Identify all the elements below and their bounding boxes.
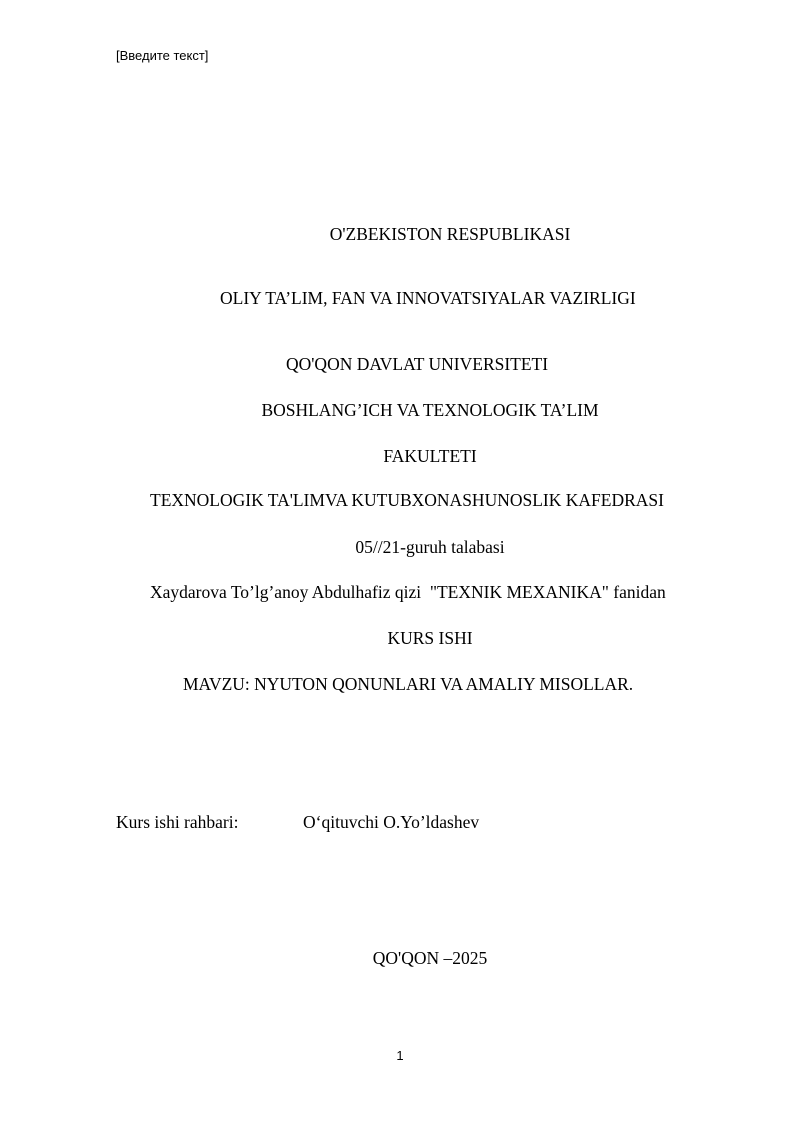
faculty-title-line1: BOSHLANG’ICH VA TEXNOLOGIK TA’LIM [261, 400, 599, 420]
student-subject-line: Xaydarova To’lg’anoy Abdulhafiz qizi "TEXNIK MEXANIKA" fanidan [150, 582, 666, 602]
department-title: TEXNOLOGIK TA'LIMVA KUTUBXONASHUNOSLIK KAFEDRASI [150, 490, 664, 510]
faculty-title-line2: FAKULTETI [383, 446, 477, 466]
ministry-title: OLIY TA’LIM, FAN VA INNOVATSIYALAR VAZIRLIGI [220, 288, 636, 308]
header-placeholder-text[interactable]: [Введите текст] [116, 48, 209, 63]
supervisor-label: Kurs ishi rahbari: [116, 812, 239, 832]
page-number: 1 [396, 1048, 404, 1063]
republic-title: O'ZBEKISTON RESPUBLIKASI [329, 224, 571, 244]
supervisor-name: O‘qituvchi O.Yo’ldashev [303, 812, 480, 832]
work-type-title: KURS ISHI [387, 628, 473, 648]
university-title: QO'QON DAVLAT UNIVERSITETI [286, 354, 549, 374]
place-year: QO'QON –2025 [372, 948, 488, 968]
group-line: 05//21-guruh talabasi [355, 537, 505, 557]
topic-title: MAVZU: NYUTON QONUNLARI VA AMALIY MISOLLAR. [183, 674, 634, 694]
